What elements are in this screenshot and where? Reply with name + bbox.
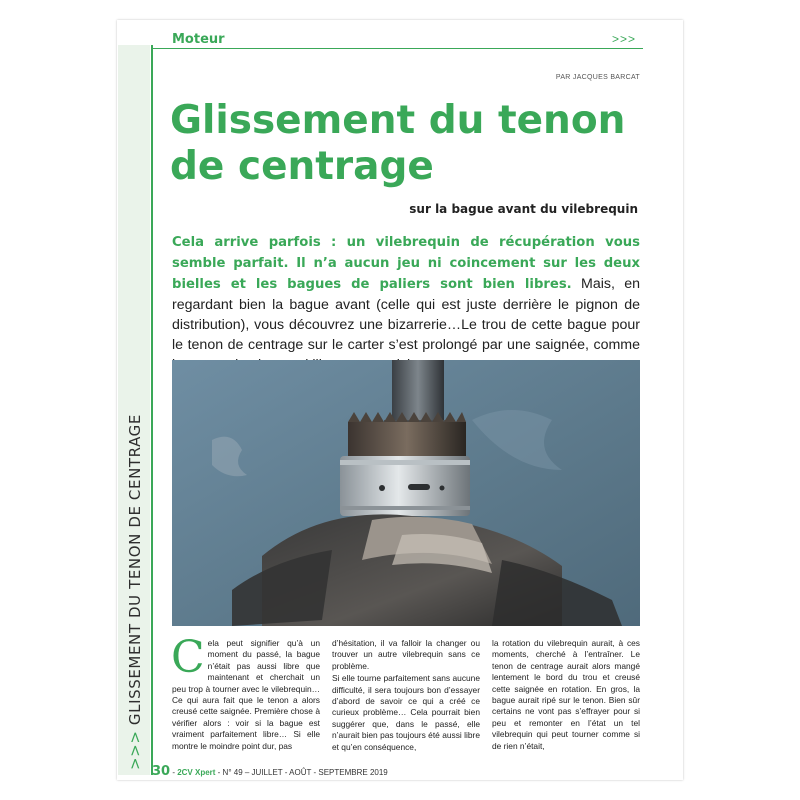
article-body	[171, 632, 640, 754]
article-lead	[172, 232, 640, 375]
lead-highlight: Cela arrive parfois : un vilebrequin de récupération vous semble parfait. Il n’a aucun jeu ni coincement sur les deux bielles et les bagues de paliers sont bien libres.	[172, 235, 640, 292]
page-footer	[152, 764, 388, 779]
body-paragraph: d’hésitation, il va falloir la changer ou trouver un autre vilebrequin sans ce problème.	[332, 638, 480, 671]
body-paragraph: ela peut signifier qu’à un moment du passé, la bague n’était pas aussi libre que maintenant et cherchait un peu trop à tourner avec le vilebrequin… Ce qui aura fait que le tenon a alors creusé cette saignée. Première chose à vérifier alors : voir si la bague est vraiment parfaitement libre… Si elle montre le moindre point dur, pas	[172, 638, 320, 751]
side-title-text: GLISSEMENT DU TENON DE CENTRAGE	[126, 414, 144, 726]
side-title	[126, 48, 146, 770]
footer-separator: -	[170, 768, 178, 777]
dropcap: C	[171, 632, 205, 683]
body-column-1	[171, 632, 320, 754]
lead-text: Mais, en regardant bien la bague avant (celle qui est juste derrière le pignon de distribution), vous découvrez une bizarrerie…Le trou de cette bague pour le tenon de centrage sur le carter s’est prolongé par une saignée, comme	[172, 276, 641, 353]
magazine-brand: 2CV Xpert	[177, 768, 216, 777]
page-number: 30	[152, 764, 171, 779]
author-byline: PAR JACQUES BARCAT	[555, 74, 640, 81]
body-column-3	[492, 638, 640, 754]
section-label: Moteur	[172, 32, 225, 47]
article-photo	[172, 360, 640, 626]
crankshaft-photo	[172, 360, 640, 626]
side-divider	[151, 45, 153, 775]
issue-info: - N° 49 – JUILLET - AOÛT - SEPTEMBRE 2019	[215, 768, 388, 777]
section-header-rule	[153, 32, 643, 49]
section-arrows: >>>	[612, 32, 637, 46]
article-title: Glissement du tenon de centrage	[170, 98, 626, 189]
body-paragraph: Si elle tourne parfaitement sans aucune difficulté, il sera toujours bon d’essayer d’abord de savoir ce qui a créé ce curieux problème… Cela pourrait bien suggérer que, dans le passé, elle n’aurait bien pas toujours été aussi libre et qu’en conséquence,	[332, 673, 480, 752]
body-paragraph: la rotation du vilebrequin aurait, à ces moments, cherché à l’entraîner. Le tenon de centrage aurait alors mangé lentement le bord du trou et creusé cette saignée en rotation. En gros, la bague aurait ripé sur le tenon. Bien sûr certains ne vont pas s’effrayer pour si peu et remonter en l’état un tel vilebrequin qui peut tourner comme si de rien n’était,	[492, 638, 640, 751]
side-arrows: >>>	[126, 730, 144, 770]
body-column-2	[332, 638, 480, 754]
article-subtitle: sur la bague avant du vilebrequin	[409, 202, 638, 216]
